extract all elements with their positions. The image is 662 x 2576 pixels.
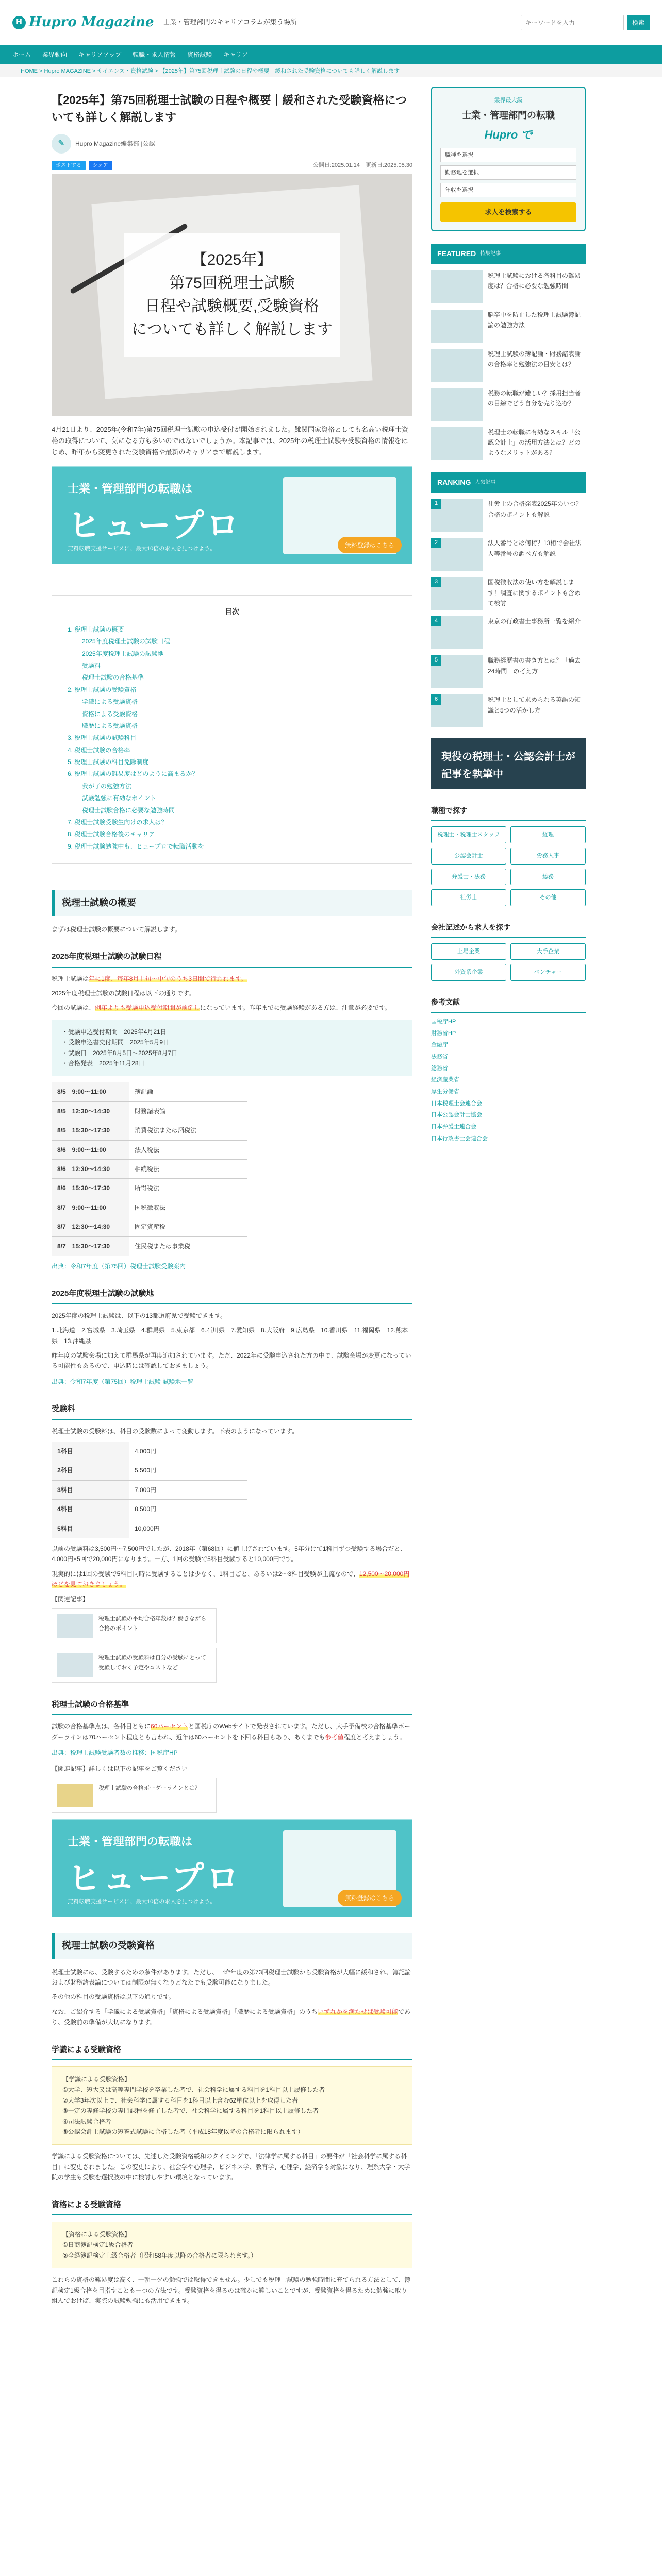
card-brand: Hupro で (484, 128, 533, 142)
schedule-row (52, 1121, 247, 1140)
schedule-time: 8/6 12:30〜14:30 (52, 1159, 129, 1178)
toc-item[interactable]: 我が子の勉強方法 (82, 782, 132, 790)
company-tag[interactable]: 外資系企業 (431, 964, 506, 981)
reference-link[interactable]: 厚生労働省 (431, 1089, 459, 1095)
reference-link[interactable]: 国税庁HP (431, 1018, 456, 1025)
section-heading-eligibility: 税理士試験の受験資格 (52, 1933, 412, 1959)
requirement-line: ①日商簿記検定1級合格者 (62, 2241, 134, 2249)
toc-item[interactable]: 学識による受験資格 (82, 698, 138, 706)
reference-link[interactable]: 財務省HP (431, 1030, 456, 1037)
eligibility-paragraph: 税理士試験には、受験するための条件があります。ただし、一昨年度の第73回税理士試験から受験資格が大幅に緩和され、簿記論および財務諸表論については制限が無くなりどなたでも受験可能になりました。 (52, 1968, 411, 1986)
author-avatar: ✎ (52, 134, 71, 154)
toc-item[interactable]: 2. 税理士試験の受験資格 (68, 686, 137, 693)
ranking-title: 国税徴収法の使い方を解説します！調査に関するポイントも含めて検討 (488, 579, 581, 607)
search-input[interactable] (521, 15, 624, 30)
nav-item-industry[interactable]: 業界動向 (42, 50, 68, 58)
ranking-title: 法人番号とは何桁？13桁で会社法人等番号の調べ方も解説 (488, 539, 582, 557)
reference-link[interactable]: 日本税理士会連合会 (431, 1100, 482, 1107)
reference-link[interactable]: 金融庁 (431, 1042, 448, 1048)
featured-thumb (431, 388, 483, 421)
ranking-number: 3 (431, 577, 441, 587)
ranking-item[interactable] (431, 577, 586, 610)
article-lead: 4月21日より、2025年(令和7年)第75回税理士試験の申込受付が開始されました。難関国家資格としても名高い税理士資格の取得について、気になる方も多いのではないでしょうか。本記事では、2025年の税理士試験や受験資格の情報をはじめ、昨年から変更された受験資格や最新のキャリアまで解説します。 (52, 425, 408, 456)
schedule-row (52, 1236, 247, 1256)
global-nav (0, 45, 662, 64)
fee-count: 3科目 (52, 1480, 129, 1499)
search-button[interactable]: 検索 (627, 15, 650, 30)
ranking-item[interactable] (431, 655, 586, 688)
schedule-time: 8/6 9:00〜11:00 (52, 1140, 129, 1159)
toc-item[interactable]: 8. 税理士試験合格後のキャリア (68, 831, 155, 838)
fee-amount: 5,500円 (129, 1461, 247, 1480)
breadcrumb[interactable]: HOME > Hupro MAGAZINE > サイエンス・資格試験 > 【2025年】第75回税理士試験の日程や概要｜緩和された受験資格についても詳しく解説します (0, 64, 662, 77)
schedule-time: 8/7 12:30〜14:30 (52, 1217, 129, 1236)
featured-list (431, 270, 586, 460)
location-select[interactable]: 勤務地を選択 (440, 165, 576, 180)
schedule-subject: 消費税法または酒税法 (129, 1121, 247, 1140)
schedule-paragraph-3: 今回の試験は、例年よりも受験申込受付期間が前倒しになっています。昨年までに受験経験がある方は、注意が必要です。 (52, 1004, 391, 1012)
requirement-line: ③一定の専修学校の専門課程を修了した者で、社会科学に属する科目を1科目以上履修した者 (62, 2107, 319, 2115)
locations-list: 1.北海道 2.宮城県 3.埼玉県 4.群馬県 5.東京都 6.石川県 7.愛知県 8.大阪府 9.広島県 10.香川県 11.福岡県 12.熊本県 13.沖縄県 (52, 1327, 408, 1345)
hero-caption: 【2025年】 第75回税理士試験 日程や試験概要,受験資格 についても詳しく解説します (124, 233, 340, 357)
featured-item[interactable] (431, 310, 586, 343)
featured-title: 税理士の転職に有効なスキル「公認会計士」の活用方法とは？どのようなメリットがある？ (488, 428, 581, 457)
featured-item[interactable] (431, 427, 586, 460)
source-link-1[interactable]: 出典：令和7年度（第75回）税理士試験受験案内 (52, 1262, 186, 1270)
schedule-highlight-2: 例年よりも受験申込受付期間が前倒し (95, 1004, 201, 1012)
featured-title: 税理士試験における各科目の難易度は？合格に必要な勉強時間 (488, 272, 581, 290)
featured-thumb (431, 310, 483, 343)
requirement-line: 【資格による受験資格】 (62, 2231, 131, 2239)
ranking-number: 1 (431, 499, 441, 509)
reference-link[interactable]: 日本公認会計士協会 (431, 1112, 482, 1118)
featured-title: 税理士試験の簿記論・財務諸表論の合格率と勉強法の目安とは？ (488, 350, 581, 368)
ranking-number: 4 (431, 616, 441, 626)
toc-item[interactable]: 2025年度税理士試験の試験地 (82, 650, 164, 657)
qualification-requirements-box (52, 2222, 412, 2268)
article-meta (52, 161, 412, 171)
ranking-heading: RANKING 人気記事 (431, 472, 586, 493)
table-of-contents (52, 595, 412, 864)
job-type-tag[interactable]: 経理 (510, 826, 586, 843)
nav-item-career[interactable]: キャリア (223, 50, 249, 58)
ranking-thumb (431, 577, 483, 610)
featured-item[interactable] (431, 349, 586, 382)
fee-table (52, 1442, 247, 1538)
hero-image (52, 174, 412, 416)
ranking-title: 職務経歴書の書き方とは？「過去24時間」の考え方 (488, 657, 581, 675)
schedule-subject: 所得税法 (129, 1179, 247, 1198)
fee-amount: 10,000円 (129, 1519, 247, 1538)
job-search-button[interactable]: 求人を検索する (440, 202, 576, 222)
card-eyebrow: 業界最大級 (494, 97, 523, 104)
section-heading-overview: 税理士試験の概要 (52, 890, 412, 916)
ranking-thumb (431, 694, 483, 727)
toc-item[interactable]: 税理士試験合格に必要な勉強時間 (82, 806, 175, 814)
banner-brand: ヒュープロ (68, 506, 241, 544)
related-article-card[interactable]: 税理士試験の合格ボーダーラインとは？ (52, 1778, 217, 1813)
fee-note-1: 以前の受験料は3,500円〜7,500円でしたが、2018年（第68回）に値上げされています。5年分けて1科目ずつ受験する場合だと、4,000円×5回で20,000円になります。一方、1回の受験で5科目受験すると10,000円です。 (52, 1545, 407, 1563)
ranking-thumb (431, 499, 483, 532)
reference-link[interactable]: 法務省 (431, 1053, 448, 1060)
criteria-paragraph: 試験の合格基準点は、各科目ともに60パーセントと国税庁のWebサイトで発表されています。ただし、大手予備校の合格基準ボーダーラインは70パーセント程度とも言われ、近年は60パーセントを下回る科目もあり、あくまでも参考値程度と考えましょう。 (52, 1723, 410, 1741)
company-tag[interactable]: 上場企業 (431, 943, 506, 960)
banner-heading: 士業・管理部門の転職は (68, 1835, 193, 1849)
nav-item-home[interactable]: ホーム (12, 50, 31, 58)
ranking-list (431, 499, 586, 727)
company-heading: 会社記述から求人を探す (431, 919, 586, 938)
schedule-highlight: 年に1度、毎年8月上旬〜中旬のうち3日間で行われます。 (89, 975, 247, 982)
toc-title: 目次 (225, 607, 239, 616)
job-type-tag[interactable]: 労務人事 (510, 848, 586, 865)
related-thumb (57, 1653, 93, 1677)
info-line: ・受験申込受付期間 2025年4月21日 (62, 1028, 167, 1036)
featured-thumb (431, 349, 483, 382)
schedule-subject: 財務諸表論 (129, 1101, 247, 1121)
toc-item[interactable]: 税理士試験の合格基準 (82, 674, 144, 682)
header-search (521, 15, 650, 30)
card-title: 士業・管理部門の転職 (462, 110, 555, 121)
ranking-number: 5 (431, 655, 441, 666)
toc-list (68, 624, 396, 852)
nav-item-jobs[interactable]: 転職・求人情報 (133, 50, 176, 58)
ranking-title: 社労士の合格発表2025年のいつ？合格のポイントも解説 (488, 500, 582, 518)
banner-cta-button[interactable]: 無料登録はこちら (338, 537, 402, 553)
schedule-table (52, 1082, 247, 1256)
nav-item-careerup[interactable]: キャリアアップ (78, 50, 122, 58)
ranking-number: 6 (431, 694, 441, 705)
schedule-time: 8/7 9:00〜11:00 (52, 1198, 129, 1217)
toc-item[interactable]: 3. 税理士試験の試験科目 (68, 734, 137, 742)
toc-item[interactable]: 受験料 (82, 662, 101, 669)
toc-item[interactable]: 1. 税理士試験の概要 (68, 625, 124, 633)
schedule-time: 8/5 15:30〜17:30 (52, 1121, 129, 1140)
schedule-paragraph-2: 2025年度税理士試験の試験日程は以下の通りです。 (52, 990, 195, 997)
eligibility-paragraph-2: その他の科目の受験資格は以下の通りです。 (52, 1993, 175, 2001)
fee-row (52, 1519, 247, 1538)
ranking-item[interactable] (431, 694, 586, 727)
banner-brand: ヒュープロ (68, 1860, 241, 1897)
requirement-line: ①大学、短大又は高等専門学校を卒業した者で、社会科学に属する科目を1科目以上履修した者 (62, 2086, 325, 2094)
schedule-time: 8/5 12:30〜14:30 (52, 1101, 129, 1121)
job-type-tags (431, 826, 586, 906)
sidebar (431, 87, 586, 2310)
site-tagline: 士業・管理部門のキャリアコラムが集う場所 (163, 18, 297, 26)
info-line: ・試験日 2025年8月5日〜2025年8月7日 (62, 1049, 178, 1057)
site-logo[interactable] (12, 11, 154, 33)
site-header (0, 0, 662, 45)
requirement-line: ⑤公認会計士試験の短答式試験に合格した者（平成18年度以降の合格者に限られます） (62, 2128, 304, 2136)
reference-link[interactable]: 総務省 (431, 1065, 448, 1072)
company-tag[interactable]: 大手企業 (510, 943, 586, 960)
hupro-banner[interactable] (52, 466, 412, 564)
salary-select[interactable]: 年収を選択 (440, 183, 576, 197)
schedule-subject: 住民税または事業税 (129, 1236, 247, 1256)
schedule-row (52, 1082, 247, 1101)
job-type-tag[interactable]: 公認会計士 (431, 848, 506, 865)
eligibility-paragraph-3: なお、ご紹介する「学識による受験資格」「資格による受験資格」「職歴による受験資格」のうちいずれかを満たせば受験可能であり、受験前の準備が大切になります。 (52, 2008, 411, 2026)
toc-item[interactable]: 7. 税理士試験受験生向けの求人は？ (68, 819, 168, 826)
reference-link[interactable]: 日本弁護士連合会 (431, 1124, 476, 1130)
featured-item[interactable] (431, 270, 586, 303)
schedule-time: 8/5 9:00〜11:00 (52, 1082, 129, 1101)
schedule-row (52, 1159, 247, 1178)
fee-amount: 4,000円 (129, 1442, 247, 1461)
schedule-time: 8/7 15:30〜17:30 (52, 1236, 129, 1256)
info-line: ・合格発表 2025年11月28日 (62, 1060, 145, 1067)
locations-paragraph: 2025年度の税理士試験は、以下の13都道府県で受験できます。 (52, 1312, 227, 1319)
requirement-line: ②全経簿記検定上級合格者（昭和58年度以降の合格者に限られます。） (62, 2251, 257, 2259)
article (52, 87, 412, 2310)
share-facebook-button[interactable]: シェア (89, 161, 112, 170)
ranking-title: 税理士として求められる英語の知識と5つの活かし方 (488, 696, 581, 714)
toc-item[interactable]: 資格による受験資格 (82, 710, 138, 718)
fee-count: 2科目 (52, 1461, 129, 1480)
company-tag[interactable]: ベンチャー (510, 964, 586, 981)
logo-mark-icon: H (12, 16, 26, 29)
related-label: 【関連記事】 (52, 1595, 89, 1603)
ranking-thumb (431, 538, 483, 571)
fee-row (52, 1461, 247, 1480)
references-list (431, 1017, 586, 1144)
schedule-row (52, 1198, 247, 1217)
featured-title: 税務の転職が難しい？採用担当者の目線でどう自分を売り込む？ (488, 389, 581, 407)
featured-thumb (431, 427, 483, 460)
fee-paragraph: 税理士試験の受験料は、科目の受験数によって変動します。下表のようになっています。 (52, 1427, 299, 1435)
featured-item[interactable] (431, 388, 586, 421)
subheading-locations: 2025年度税理士試験の試験地 (52, 1284, 412, 1304)
featured-thumb (431, 270, 483, 303)
related-thumb (57, 1614, 93, 1638)
fee-amount: 7,000円 (129, 1480, 247, 1499)
related-article-card[interactable]: 税理士試験の受験料は自分の受験にとって受験しておく予定やコストなど (52, 1648, 217, 1683)
fee-note-2: 現実的には1回の受験で5科目同時に受験することは少なく、1科目ごと、あるいは2〜3科目受験が主流なので、12,500〜20,000円ほどを見ておきましょう。 (52, 1570, 410, 1588)
subheading-schedule: 2025年度税理士試験の試験日程 (52, 947, 412, 968)
locations-note: 昨年度の試験会場に加えて群馬県が再度追加されています。ただ、2022年に受験申込された方の中で、試験会場が変更になっている可能性もあるので、申込時には確認しておきましょう。 (52, 1351, 411, 1370)
ranking-item[interactable] (431, 616, 586, 649)
hupro-banner-2[interactable] (52, 1819, 412, 1917)
related-label-2: 【関連記事】詳しくは以下の記事をご覧ください (52, 1765, 188, 1772)
schedule-time: 8/6 15:30〜17:30 (52, 1179, 129, 1198)
source-link-2[interactable]: 出典：令和7年度（第75回）税理士試験 試験地一覧 (52, 1378, 194, 1385)
subheading-academic: 学識による受験資格 (52, 2040, 412, 2061)
job-type-tag[interactable]: 社労士 (431, 889, 506, 906)
academic-paragraph: 学識による受験資格については、先述した受験資格緩和のタイミングで、「法律学に属する科目」の要件が「社会科学に属する科目」に変更されました。この変更により、社会学や心理学、ビジネス学、教育学、心理学、経済学も対象になり、理系大学・大学院の学生も受験を選択肢の中に検討しやすい環境となっています。 (52, 2153, 410, 2181)
subheading-pass-criteria: 税理士試験の合格基準 (52, 1695, 412, 1716)
academic-requirements-box (52, 2066, 412, 2145)
qualification-paragraph: これらの資格の難易度は高く、一朝一夕の勉強では取得できません。少しでも税理士試験の勉強時間に充てられる方法として、簿記検定1級合格を目指すことも一つの方法です。受験資格を得るのは確かに難しいことですが、受験資格を得るために勉強に取り組んでおけば、実際の試験勉強にも活用できます。 (52, 2276, 411, 2305)
schedule-row (52, 1101, 247, 1121)
job-type-tag[interactable]: 弁護士・法務 (431, 869, 506, 886)
writer-banner[interactable]: 現役の税理士・公認会計士が記事を執筆中 (431, 738, 586, 789)
banner-sub: 無料転職支援サービスに、最大10倍の求人を見つけよう。 (68, 545, 216, 552)
toc-item[interactable]: 職歴による受験資格 (82, 722, 138, 730)
toc-item[interactable]: 9. 税理士試験勉強中も、ヒュープロで転職活動を (68, 842, 204, 850)
ranking-thumb (431, 616, 483, 649)
toc-item[interactable]: 試験勉強に有効なポイント (82, 794, 157, 802)
article-title: 【2025年】第75回税理士試験の日程や概要｜緩和された受験資格についても詳しく解説します (52, 94, 407, 124)
nav-item-exam[interactable]: 資格試験 (187, 50, 212, 58)
related-article-card[interactable]: 税理士試験の平均合格年数は？働きながら合格のポイント (52, 1608, 217, 1643)
source-link-3[interactable]: 出典：税理士試験受験者数の推移：国税庁HP (52, 1749, 178, 1757)
banner-cta-button[interactable]: 無料登録はこちら (338, 1890, 402, 1906)
toc-item[interactable]: 5. 税理士試験の科目免除制度 (68, 758, 149, 766)
banner-sub: 無料転職支援サービスに、最大10倍の求人を見つけよう。 (68, 1899, 216, 1905)
banner-heading: 士業・管理部門の転職は (68, 482, 193, 495)
ranking-title: 東京の行政書士事務所一覧を紹介 (488, 618, 581, 625)
job-type-heading: 職種で探す (431, 802, 586, 821)
info-line: ・受験申込書交付期間 2025年5月9日 (62, 1039, 170, 1046)
job-type-select[interactable]: 職種を選択 (440, 148, 576, 162)
fee-row (52, 1442, 247, 1461)
reference-link[interactable]: 日本行政書士会連合会 (431, 1135, 488, 1142)
schedule-row (52, 1140, 247, 1159)
fee-count: 5科目 (52, 1519, 129, 1538)
subheading-fee: 受験料 (52, 1399, 412, 1420)
schedule-subject: 簿記論 (129, 1082, 247, 1101)
subheading-qualification: 資格による受験資格 (52, 2195, 412, 2216)
fee-row (52, 1500, 247, 1519)
toc-item[interactable]: 6. 税理士試験の難易度はどのように高まるか？ (68, 770, 198, 778)
share-x-button[interactable]: ポストする (52, 161, 86, 170)
overview-intro: まずは税理士試験の概要について解説します。 (52, 925, 181, 933)
company-tags (431, 943, 586, 981)
author-name[interactable]: Hupro Magazine編集部 |公認 (75, 140, 155, 147)
schedule-row (52, 1179, 247, 1198)
schedule-info-box (52, 1020, 412, 1076)
article-dates: 公開日:2025.01.14 更新日:2025.05.30 (312, 162, 412, 168)
fee-count: 1科目 (52, 1442, 129, 1461)
reference-link[interactable]: 経済産業省 (431, 1077, 459, 1083)
ranking-thumb (431, 655, 483, 688)
references-heading: 参考文献 (431, 993, 586, 1013)
schedule-subject: 相続税法 (129, 1159, 247, 1178)
fee-row (52, 1480, 247, 1499)
toc-item[interactable]: 2025年度税理士試験の試験日程 (82, 638, 170, 646)
ranking-item[interactable] (431, 538, 586, 571)
fee-highlight: 12,500〜20,000円ほどを見ておきましょう。 (52, 1570, 410, 1588)
schedule-row (52, 1217, 247, 1236)
ranking-number: 2 (431, 538, 441, 548)
requirement-line: ②大学3年次以上で、社会科学に属する科目を1科目以上含む62単位以上を取得した者 (62, 2096, 299, 2104)
schedule-subject: 国税徴収法 (129, 1198, 247, 1217)
schedule-subject: 法人税法 (129, 1140, 247, 1159)
logo-text: Hupro Magazine (29, 14, 154, 30)
related-thumb (57, 1784, 93, 1807)
featured-title: 脳卒中を防止した税理士試験簿記論の勉強方法 (488, 311, 581, 329)
fee-amount: 8,500円 (129, 1500, 247, 1519)
author-row (52, 134, 412, 154)
ranking-item[interactable] (431, 499, 586, 532)
job-type-tag[interactable]: その他 (510, 889, 586, 906)
job-type-tag[interactable]: 税理士・税理士スタッフ (431, 826, 506, 843)
job-type-tag[interactable]: 総務 (510, 869, 586, 886)
schedule-paragraph-1: 税理士試験は年に1度、毎年8月上旬〜中旬のうち3日間で行われます。 (52, 975, 247, 982)
schedule-subject: 固定資産税 (129, 1217, 247, 1236)
job-search-card (431, 87, 586, 231)
requirement-line: ④司法試験合格者 (62, 2117, 111, 2125)
requirement-line: 【学識による受験資格】 (62, 2076, 131, 2083)
featured-heading: FEATURED 特集記事 (431, 244, 586, 264)
toc-item[interactable]: 4. 税理士試験の合格率 (68, 746, 130, 754)
fee-count: 4科目 (52, 1500, 129, 1519)
